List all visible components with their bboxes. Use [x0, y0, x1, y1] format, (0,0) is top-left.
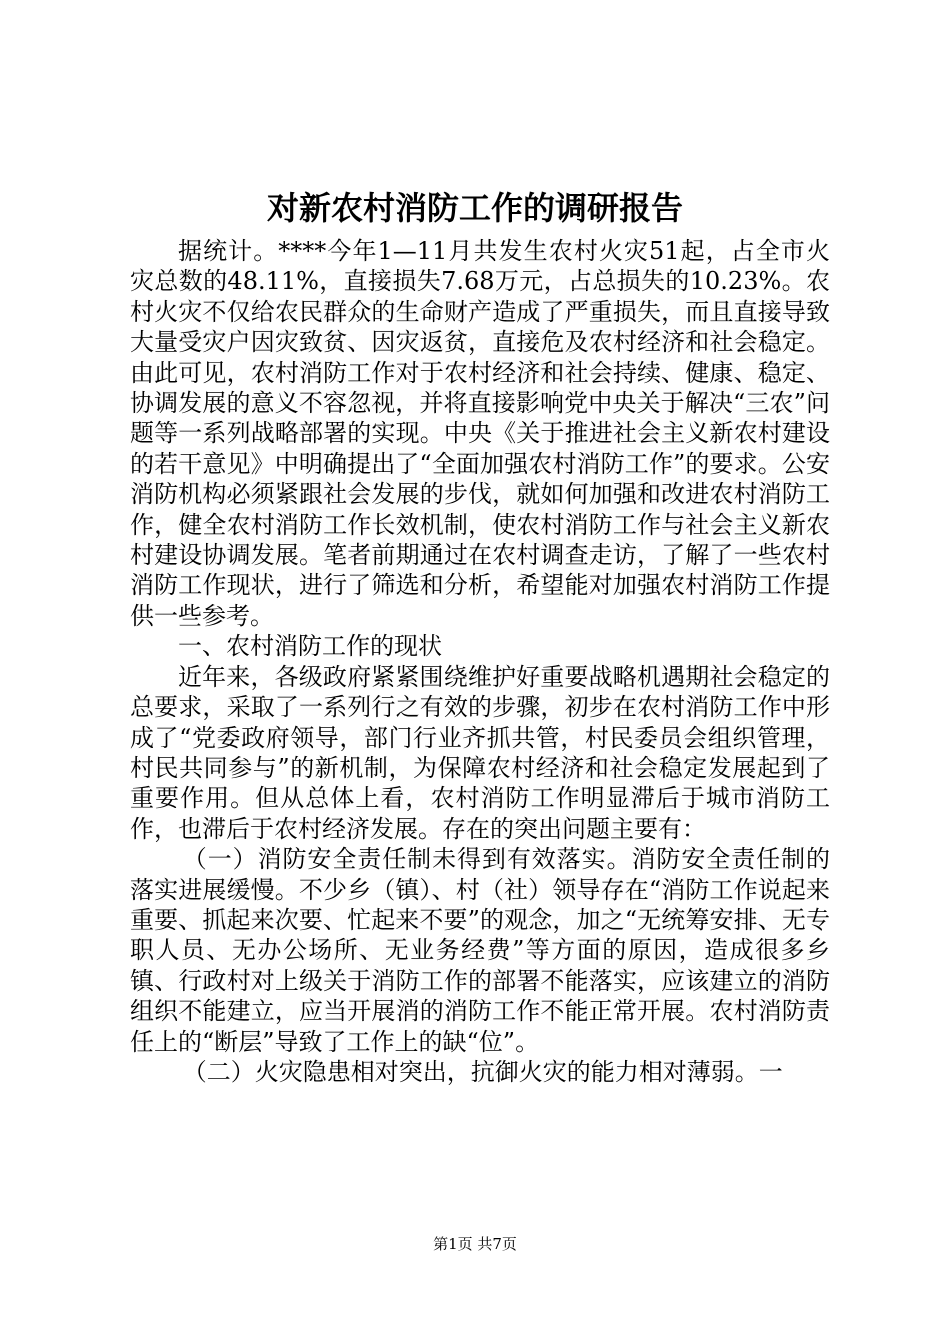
- section-heading-1: 一、农村消防工作的现状: [178, 632, 442, 661]
- paragraph-status: 近年来，各级政府紧紧围绕维护好重要战略机遇期社会稳定的总要求，采取了一系列行之有效的步骤，初步在农村消防工作中形成了“党委政府领导，部门行业齐抓共管，村民委员会组织管理，村民共同参与”的新机制，为保障农村经济和社会稳定发展起到了重要作用。但从总体上看，农村消防工作明显滞后于城市消防工作，也滞后于农村经济发展。存在的突出问题主要有：: [130, 662, 830, 843]
- document-title: 对新农村消防工作的调研报告: [266, 189, 683, 227]
- paragraph-issue-1: （一）消防安全责任制未得到有效落实。消防安全责任制的落实进展缓慢。不少乡（镇）、村（社）领导存在“消防工作说起来重要、抓起来次要、忙起来不要”的观念，加之“无统筹安排、无专职人员、无办公场所、无业务经费”等方面的原因，造成很多乡镇、行政村对上级关于消防工作的部署不能落实，应该建立的消防组织不能建立，应当开展消的消防工作不能正常开展。农村消防责任上的“断层”导致了工作上的缺“位”。: [130, 845, 830, 1056]
- paragraph-issue-2: （二）火灾隐患相对突出，抗御火灾的能力相对薄弱。一: [182, 1057, 783, 1086]
- paragraph-intro: 据统计。****今年1—11月共发生农村火灾51起，占全市火灾总数的48.11%，直接损失7.68万元，占总损失的10.23%。农村火灾不仅给农民群众的生命财产造成了严重损失，而且直接导致大量受灾户因灾致贫、因灾返贫，直接危及农村经济和社会稳定。由此可见，农村消防工作对于农村经济和社会持续、健康、稳定、协调发展的意义不容忽视，并将直接影响党中央关于解决“三农”问题等一系列战略部署的实现。中央《关于推进社会主义新农村建设的若干意见》中明确提出了“全面加强农村消防工作”的要求。公安消防机构必须紧跟社会发展的步伐，就如何加强和改进农村消防工作，健全农村消防工作长效机制，使农村消防工作与社会主义新农村建设协调发展。笔者前期通过在农村调查走访，了解了一些农村消防工作现状，进行了筛选和分析，希望能对加强农村消防工作提供一些参考。: [130, 237, 830, 630]
- document-body: [130, 236, 830, 1087]
- page-footer: 第1页 共7页: [433, 1235, 517, 1253]
